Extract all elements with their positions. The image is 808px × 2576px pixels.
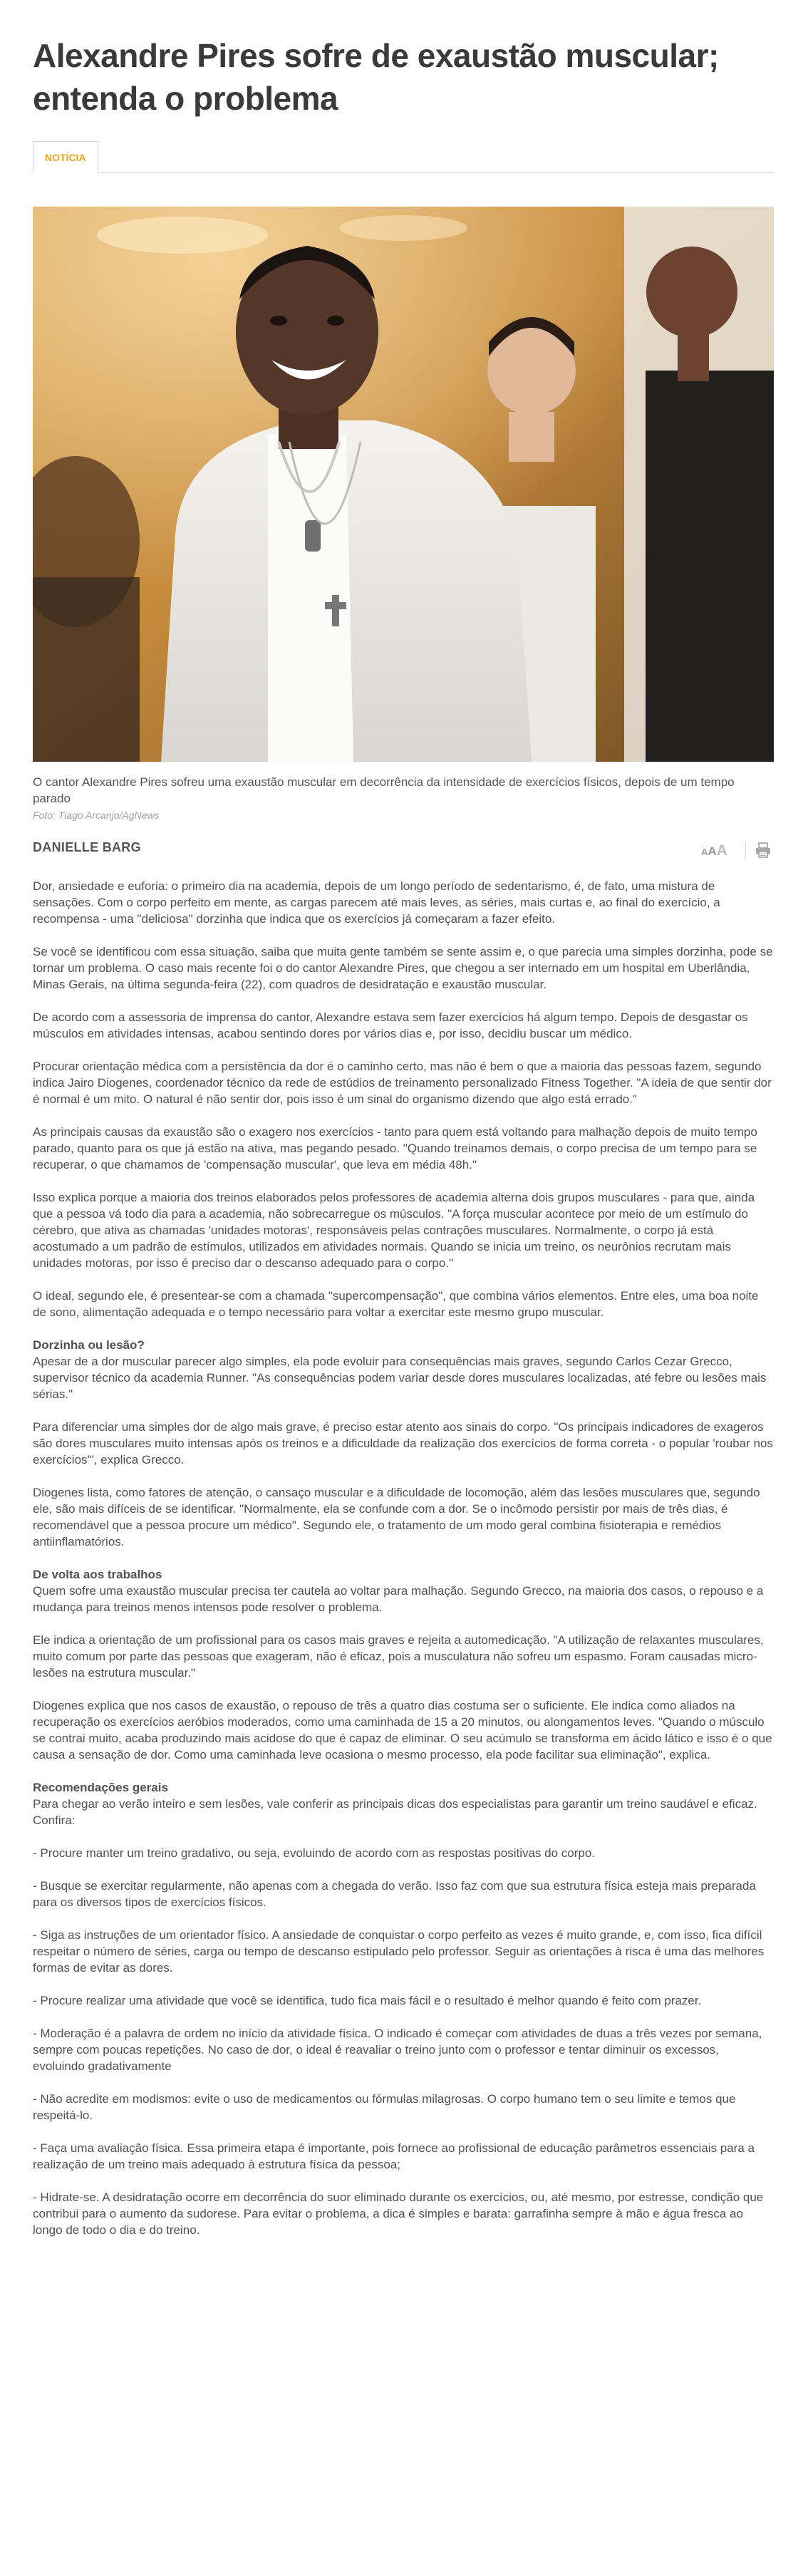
article-paragraph: Dor, ansiedade e euforia: o primeiro dia na academia, depois de um longo período de sedentarismo, é, de fato, uma mistura de sensações. Com o corpo perfeito em mente, as cargas parecem até mais leves, as séries, mais curtas e, ao final do exercício, a recompensa - uma "deliciosa" dorzinha que indica que os exercícios já começaram a fazer efeito. xyxy=(33,879,720,926)
section-heading: Recomendações gerais xyxy=(33,1781,168,1794)
tip-item: - Procure realizar uma atividade que você se identifica, tudo fica mais fácil e o resultado é melhor quando é feito com prazer. xyxy=(33,1994,702,2007)
article-paragraph: Para chegar ao verão inteiro e sem lesões, vale conferir as principais dicas dos especialistas para garantir um treino saudável e eficaz. Confira: xyxy=(33,1797,757,1827)
article-paragraph: Diogenes lista, como fatores de atenção, o cansaço muscular e a dificuldade de locomoção, além das lesões musculares que, segundo ele, são mais difíceis de se identificar. "Normalmente, ela se confunde com a dor. Se o incômodo persistir por mais de três dias, é recomendável que a pessoa procure um médico". Segundo ele, o tratamento de um modo geral combina fisioterapia e remédios antiinflamatórios. xyxy=(33,1486,760,1548)
article-paragraph: Ele indica a orientação de um profissional para os casos mais graves e rejeita a automedicação. "A utilização de relaxantes musculares, muito comum por parte das pessoas que exageram, não é eficaz, pois a musculatura não sofreu um espasmo. Foram causadas micro-lesões na estrutura muscular." xyxy=(33,1633,764,1680)
article-paragraph: Para diferenciar uma simples dor de algo mais grave, é preciso estar atento aos sinais do corpo. "Os principais indicadores de exageros são dores musculares muito intensas após os treinos e a dificuldade da realização dos exercícios de forma correta - o popular 'roubar nos exercícios'", explica Grecco. xyxy=(33,1420,773,1467)
article-paragraph: As principais causas da exaustão são o exagero nos exercícios - tanto para quem está voltando para malhação depois de muito tempo parado, quanto para os que já estão na ativa, mas pegando pesado. "Quando treinamos demais, o corpo precisa de um tempo para se recuperar, o que chamamos de 'compensação muscular', que leva em média 48h." xyxy=(33,1125,757,1171)
article-section xyxy=(33,1779,774,1828)
article-paragraph: O ideal, segundo ele, é presentear-se com a chamada "supercompensação", que combina vários elementos. Entre eles, uma boa noite de sono, alimentação adequada e o tempo necessário para voltar a exercitar este mesmo grupo muscular. xyxy=(33,1289,759,1319)
font-size-large-button[interactable]: A xyxy=(716,842,727,859)
tip-item: - Moderação é a palavra de ordem no início da atividade física. O indicado é começar com atividades de duas a três vezes por semana, sempre com poucas repetições. No caso de dor, o ideal é reavaliar o treino junto com o professor e tentar diminuir os excessos, evoluindo gradativamente xyxy=(33,2027,762,2073)
article-section xyxy=(33,1337,774,1402)
category-tab-bar xyxy=(33,141,774,173)
font-size-icon[interactable] xyxy=(701,842,727,859)
article-headline: Alexandre Pires sofre de exaustão muscular; entenda o problema xyxy=(33,37,719,117)
tip-item: - Não acredite em modismos: evite o uso de medicamentos ou fórmulas milagrosas. O corpo humano tem o seu limite e temos que respeitá-lo. xyxy=(33,2092,736,2122)
tip-item: - Busque se exercitar regularmente, não apenas com a chegada do verão. Isso faz com que sua estrutura física esteja mais preparada para os diversos tipos de exercícios físicos. xyxy=(33,1879,756,1909)
print-icon[interactable] xyxy=(754,841,772,859)
section-heading: De volta aos trabalhos xyxy=(33,1568,162,1581)
font-size-medium-button[interactable]: A xyxy=(708,844,717,858)
font-size-small-button[interactable]: A xyxy=(701,847,708,857)
article-section xyxy=(33,1566,774,1615)
article-paragraph: Apesar de a dor muscular parecer algo simples, ela pode evoluir para consequências mais graves, segundo Carlos Cezar Grecco, supervisor técnico da academia Runner. "As consequências podem variar desde dores musculares localizadas, até febre ou lesões mais sérias." xyxy=(33,1355,767,1401)
article-paragraph: De acordo com a assessoria de imprensa do cantor, Alexandre estava sem fazer exercícios há algum tempo. Depois de desgastar os músculos em atividades intensas, acabou sentindo dores por vários dias e, por isso, decidiu buscar um médico. xyxy=(33,1010,748,1040)
article-paragraph: Isso explica porque a maioria dos treinos elaborados pelos professores de academia alterna dois grupos musculares - para que, ainda que a pessoa vá todo dia para a academia, não sobrecarregue os músculos. "A força muscular acontece por meio de um estímulo do cérebro, que ativa as chamadas 'unidades motoras', responsáveis pelas contrações musculares. Normalmente, o corpo já está acostumado a um padrão de estímulos, utilizados em atividades normais. Quando se inicia um treino, os neurônios recrutam mais unidades motoras, por isso é preciso dar o descanso adequado para o corpo." xyxy=(33,1191,755,1270)
photo-credit: Foto: Tiago Arcanjo/AgNews xyxy=(33,809,160,821)
category-tag[interactable]: NOTÍCIA xyxy=(33,141,98,173)
article-paragraph: Diogenes explica que nos casos de exaustão, o repouso de três a quatro dias costuma ser o suficiente. Ele indica como aliados na recuperação os exercícios aeróbios moderados, como uma caminhada de 15 a 20 minutos, ou alongamentos leves. "Quando o músculo se contrai muito, acaba produzindo mais acidose do que é capaz de eliminar. O seu acúmulo se transforma em ácido lático e isso é o que causa a sensação de dor. Como uma caminhada leve ocasiona o mesmo processo, ela pode facilitar sua eliminação", explica. xyxy=(33,1699,772,1762)
article-tools xyxy=(701,838,774,862)
tip-item: - Procure manter um treino gradativo, ou seja, evoluindo de acordo com as respostas positivas do corpo. xyxy=(33,1846,596,1860)
article-body xyxy=(33,878,774,2255)
article-paragraph: Quem sofre uma exaustão muscular precisa ter cautela ao voltar para malhação. Segundo Grecco, na maioria dos casos, o repouso e a mudança para treinos menos intensos pode resolver o problema. xyxy=(33,1584,764,1614)
article-paragraph: Procurar orientação médica com a persistência da dor é o caminho certo, mas não é bem o que a maioria das pessoas fazem, segundo indica Jairo Diogenes, coordenador técnico da rede de estúdios de treinamento personalizado Fitness Together. "A ideia de que sentir dor é normal é um mito. O natural é não sentir dor, pois isso é um sinal do organismo dizendo que algo está errado." xyxy=(33,1060,772,1106)
tip-item: - Siga as instruções de um orientador físico. A ansiedade de conquistar o corpo perfeito as vezes é muito grande, e, com isso, fica difícil respeitar o número de séries, carga ou tempo de descanso estipulado pelo professor. Seguir as orientações à risca é uma das melhores formas de evitar as dores. xyxy=(33,1928,765,1975)
section-heading: Dorzinha ou lesão? xyxy=(33,1338,145,1352)
photo-caption: O cantor Alexandre Pires sofreu uma exaustão muscular em decorrência da intensidade de exercícios físicos, depois de um tempo parado xyxy=(33,775,735,805)
tip-item: - Hidrate-se. A desidratação ocorre em decorrência do suor eliminado durante os exercícios, ou, até mesmo, por estresse, condição que contribui para o aumento da sudorese. Para evitar o problema, a dica é simples e barata: garrafinha sempre à mão e água fresca ao longo de todo o dia e do treino. xyxy=(33,2190,764,2237)
article-photo xyxy=(33,207,774,762)
article-paragraph: Se você se identificou com essa situação, saiba que muita gente também se sente assim e, o que parecia uma simples dorzinha, pode se tornar um problema. O caso mais recente foi o do cantor Alexandre Pires, que chegou a ser internado em um hospital em Uberlândia, Minas Gerais, na última segunda-feira (22), com quadros de desidratação e exaustão muscular. xyxy=(33,945,773,991)
tools-divider xyxy=(745,842,746,859)
author-name: DANIELLE BARG xyxy=(33,840,141,854)
tip-item: - Faça uma avaliação física. Essa primeira etapa é importante, pois fornece ao profissional de educação parâmetros essenciais para a realização de um treino mais adequado à estrutura física da pessoa; xyxy=(33,2141,755,2171)
